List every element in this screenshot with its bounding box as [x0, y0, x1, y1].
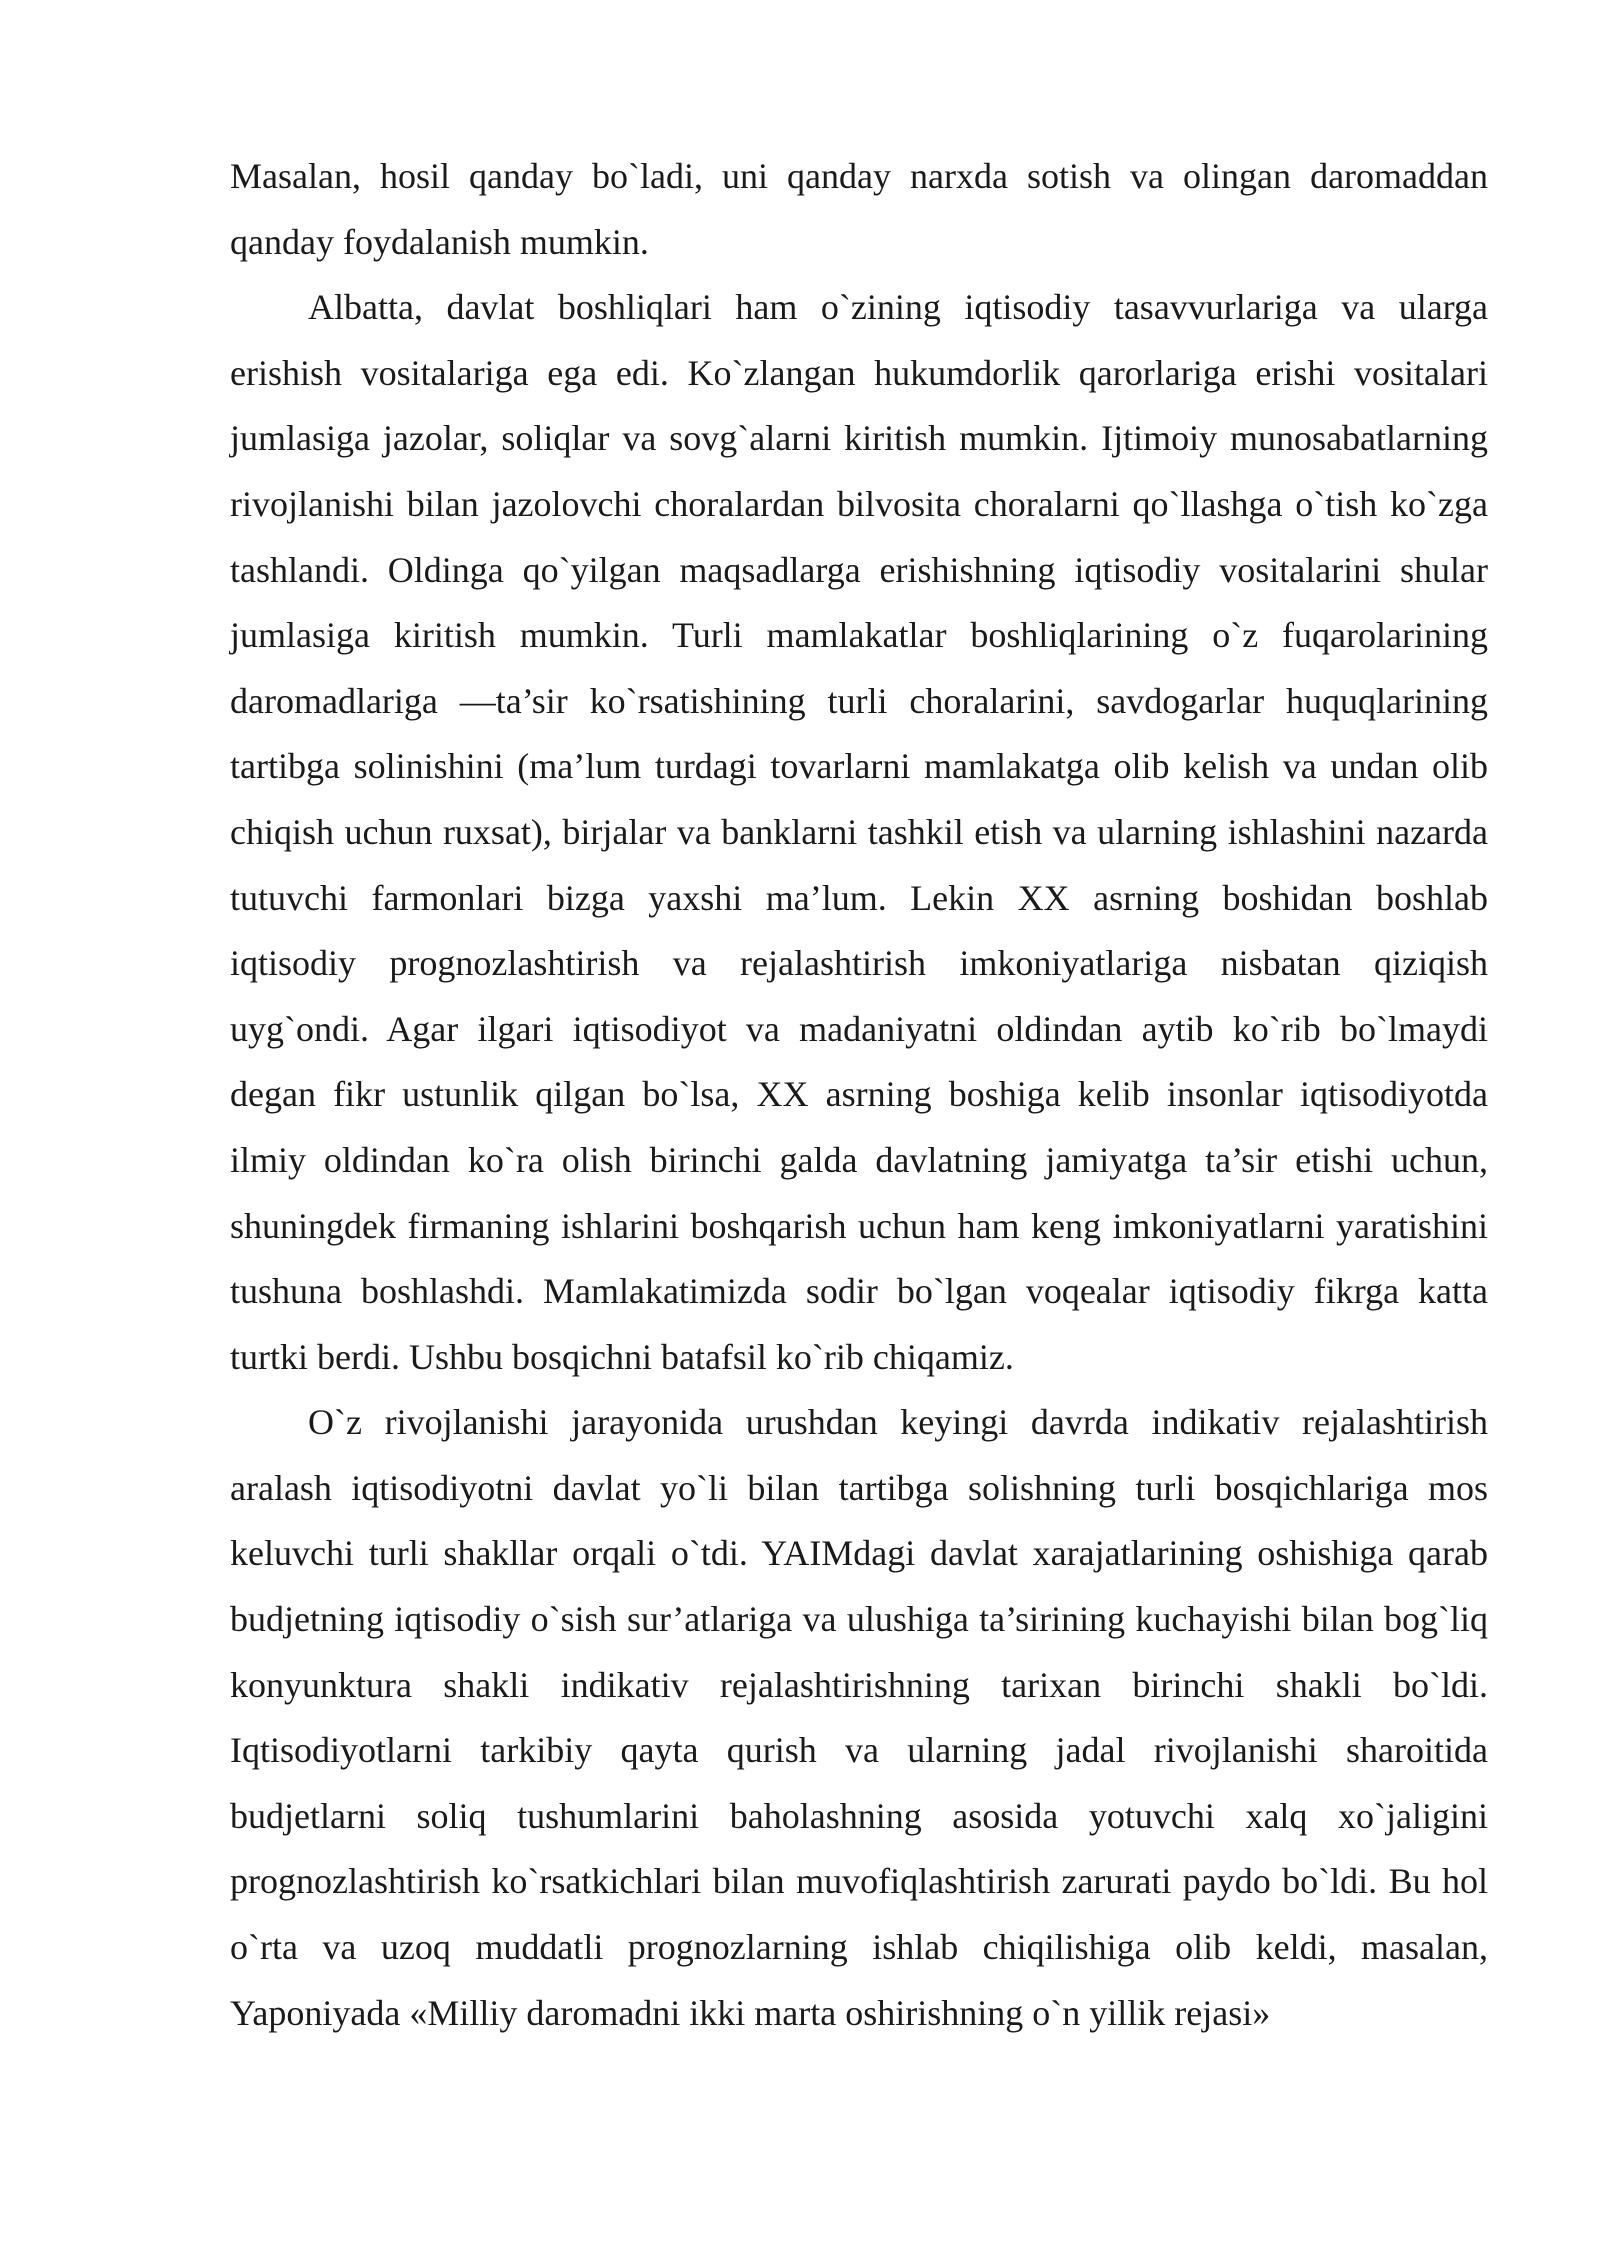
paragraph-2: Albatta, davlat boshliqlari ham o`zining iqtisodiy tasavvurlariga va ularga erishish vositalariga ega edi. Ko`zlangan hukumdorlik qarorlariga erishi vositalari jumlasiga jazolar, soliqlar va sovg`alarni kiritish mumkin. Ijtimoiy munosabatlarning rivojlanishi bilan jazolovchi choralardan bilvosita choralarni qo`llashga o`tish ko`zga tashlandi. Oldinga qo`yilgan maqsadlarga erishishning iqtisodiy vositalarini shular jumlasiga kiritish mumkin. Turli mamlakatlar boshliqlarining o`z fuqarolarining daromadlariga ―ta’sir ko`rsatishining turli choralarini, savdogarlar huquqlarining tartibga solinishini (ma’lum turdagi tovarlarni mamlakatga olib kelish va undan olib chiqish uchun ruxsat), birjalar va banklarni tashkil etish va ularning ishlashini nazarda tutuvchi farmonlari bizga yaxshi ma’lum. Lekin XX asrning boshidan boshlab iqtisodiy prognozlashtirish va rejalashtirish imkoniyatlariga nisbatan qiziqish uyg`ondi. Agar ilgari iqtisodiyot va madaniyatni oldindan aytib ko`rib bo`lmaydi degan fikr ustunlik qilgan bo`lsa, XX asrning boshiga kelib insonlar iqtisodiyotda ilmiy oldindan ko`ra olish birinchi galda davlatning jamiyatga ta’sir etishi uchun, shuningdek firmaning ishlarini boshqarish uchun ham keng imkoniyatlarni yaratishini tushuna boshlashdi. Mamlakatimizda sodir bo`lgan voqealar iqtisodiy fikrga katta turtki berdi. Ushbu bosqichni batafsil ko`rib chiqamiz. [230, 287, 1488, 1377]
paragraph-3: O`z rivojlanishi jarayonida urushdan keyingi davrda indikativ rejalashtirish aralash iqtisodiyotni davlat yo`li bilan tartibga solishning turli bosqichlariga mos keluvchi turli shakllar orqali o`tdi. YAIMdagi davlat xarajatlarining oshishiga qarab budjetning iqtisodiy o`sish sur’atlariga va ulushiga ta’sirining kuchayishi bilan bog`liq konyunktura shakli indikativ rejalashtirishning tarixan birinchi shakli bo`ldi. Iqtisodiyotlarni tarkibiy qayta qurish va ularning jadal rivojlanishi sharoitida budjetlarni soliq tushumlarini baholashning asosida yotuvchi xalq xo`jaligini prognozlashtirish ko`rsatkichlari bilan muvofiqlashtirish zarurati paydo bo`ldi. Bu hol o`rta va uzoq muddatli prognozlarning ishlab chiqilishiga olib keldi, masalan, Yaponiyada «Milliy daromadni ikki marta oshirishning o`n yillik rejasi» [230, 1402, 1488, 2033]
paragraph-1: Masalan, hosil qanday bo`ladi, uni qanday narxda sotish va olingan daromaddan qanday foydalanish mumkin. [230, 156, 1488, 262]
body-text [230, 144, 1488, 2046]
